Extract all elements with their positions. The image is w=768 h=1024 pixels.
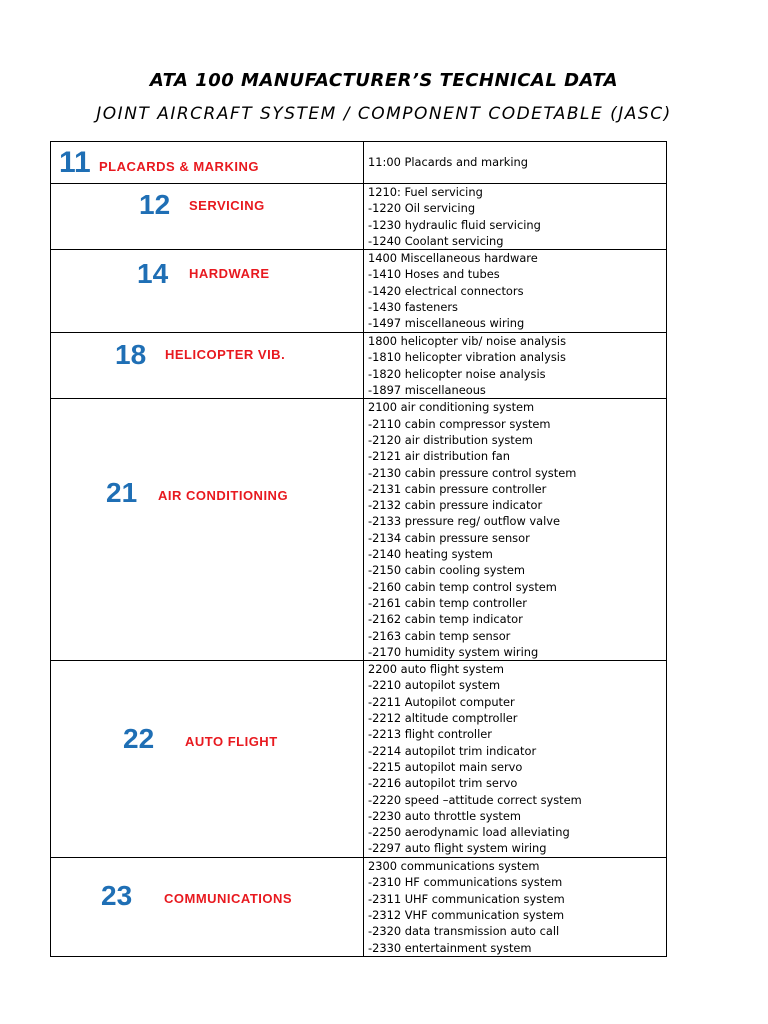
- document-subtitle: JOINT AIRCRAFT SYSTEM / COMPONENT CODETABLE (JASC): [96, 104, 672, 124]
- chapter-name: SERVICING: [189, 198, 265, 213]
- chapter-name: HARDWARE: [189, 266, 270, 282]
- chapter-code: 18: [115, 339, 147, 371]
- list-item: -1430 fasteners: [368, 300, 458, 315]
- component-list-cell: [364, 858, 667, 957]
- chapter-cell: [51, 333, 364, 399]
- list-item: -2215 autopilot main servo: [368, 759, 523, 774]
- list-item: -1497 miscellaneous wiring: [368, 316, 525, 331]
- list-item: -2163 cabin temp sensor: [368, 628, 511, 643]
- list-item: -2214 autopilot trim indicator: [368, 743, 537, 758]
- list-item: -2162 cabin temp indicator: [368, 612, 523, 627]
- chapter-name: AIR CONDITIONING: [158, 488, 289, 504]
- table-row: [51, 858, 667, 957]
- list-item: -2330 entertainment system: [368, 940, 532, 955]
- chapter-cell: [51, 858, 364, 957]
- list-item: -2310 HF communications system: [368, 875, 563, 890]
- component-list-cell: [364, 661, 667, 858]
- list-item: -2230 auto throttle system: [368, 808, 521, 823]
- list-item: 2100 air conditioning system: [368, 400, 535, 415]
- chapter-cell: [51, 142, 364, 184]
- list-item: -2220 speed –attitude correct system: [368, 792, 582, 807]
- list-item: -2132 cabin pressure indicator: [368, 498, 543, 513]
- list-item: -2133 pressure reg/ outflow valve: [368, 514, 561, 529]
- list-item: -2161 cabin temp controller: [368, 595, 527, 610]
- list-item: -1220 Oil servicing: [368, 201, 476, 216]
- list-item: 2300 communications system: [368, 859, 540, 874]
- document-title: ATA 100 MANUFACTURER’S TECHNICAL DATA: [149, 70, 619, 91]
- chapter-cell: [51, 184, 364, 250]
- table-row: [51, 661, 667, 858]
- list-item: -2110 cabin compressor system: [368, 416, 551, 431]
- component-list-cell: [364, 333, 667, 399]
- component-list-cell: [364, 142, 667, 184]
- list-item: -2150 cabin cooling system: [368, 563, 525, 578]
- list-item: -1820 helicopter noise analysis: [368, 366, 546, 381]
- list-item: -1897 miscellaneous: [368, 383, 486, 398]
- list-item: -2140 heating system: [368, 547, 493, 562]
- component-list-cell: [364, 250, 667, 333]
- table-row: [51, 184, 667, 250]
- list-item: -1420 electrical connectors: [368, 283, 524, 298]
- list-item: -2160 cabin temp control system: [368, 579, 557, 594]
- chapter-code: 22: [123, 723, 155, 755]
- list-item: -2250 aerodynamic load alleviating: [368, 825, 570, 840]
- component-list-cell: [364, 399, 667, 661]
- chapter-name: HELICOPTER VIB.: [165, 347, 286, 363]
- list-item: 1800 helicopter vib/ noise analysis: [368, 334, 567, 349]
- list-item: -1240 Coolant servicing: [368, 233, 504, 248]
- list-item: -2216 autopilot trim servo: [368, 776, 518, 791]
- list-item: -2130 cabin pressure control system: [368, 465, 577, 480]
- list-item: -2213 flight controller: [368, 727, 492, 742]
- list-item: -2120 air distribution system: [368, 432, 533, 447]
- chapter-cell: [51, 250, 364, 333]
- component-list-cell: [364, 184, 667, 250]
- list-item: -2211 Autopilot computer: [368, 694, 515, 709]
- ata-code-table: [50, 141, 667, 957]
- chapter-code: 11: [59, 146, 91, 179]
- list-item: -2210 autopilot system: [368, 678, 501, 693]
- chapter-cell: [51, 399, 364, 661]
- list-item: 2200 auto flight system: [368, 662, 504, 677]
- table-row: [51, 399, 667, 661]
- list-item: 1210: Fuel servicing: [368, 185, 483, 199]
- list-item: -2131 cabin pressure controller: [368, 481, 547, 496]
- list-item: -2297 auto flight system wiring: [368, 841, 547, 856]
- list-item: 1400 Miscellaneous hardware: [368, 251, 538, 266]
- chapter-cell: [51, 661, 364, 858]
- chapter-name: PLACARDS & MARKING: [99, 159, 259, 174]
- table-row: [51, 250, 667, 333]
- list-item: 11:00 Placards and marking: [368, 155, 528, 170]
- list-item: -2312 VHF communication system: [368, 908, 565, 923]
- list-item: -1410 Hoses and tubes: [368, 267, 500, 282]
- list-item: -1810 helicopter vibration analysis: [368, 350, 566, 365]
- table-row: [51, 333, 667, 399]
- chapter-code: 21: [106, 477, 138, 509]
- list-item: -2170 humidity system wiring: [368, 644, 539, 659]
- list-item: -2212 altitude comptroller: [368, 711, 518, 726]
- list-item: -2134 cabin pressure sensor: [368, 530, 530, 545]
- list-item: -1230 hydraulic fluid servicing: [368, 217, 541, 232]
- chapter-name: AUTO FLIGHT: [185, 734, 278, 750]
- list-item: -2320 data transmission auto call: [368, 924, 560, 939]
- table-row: [51, 142, 667, 184]
- list-item: -2121 air distribution fan: [368, 449, 510, 464]
- list-item: -2311 UHF communication system: [368, 891, 565, 906]
- chapter-code: 12: [139, 189, 171, 220]
- chapter-name: COMMUNICATIONS: [164, 891, 293, 907]
- chapter-code: 23: [101, 880, 133, 912]
- chapter-code: 14: [137, 258, 169, 290]
